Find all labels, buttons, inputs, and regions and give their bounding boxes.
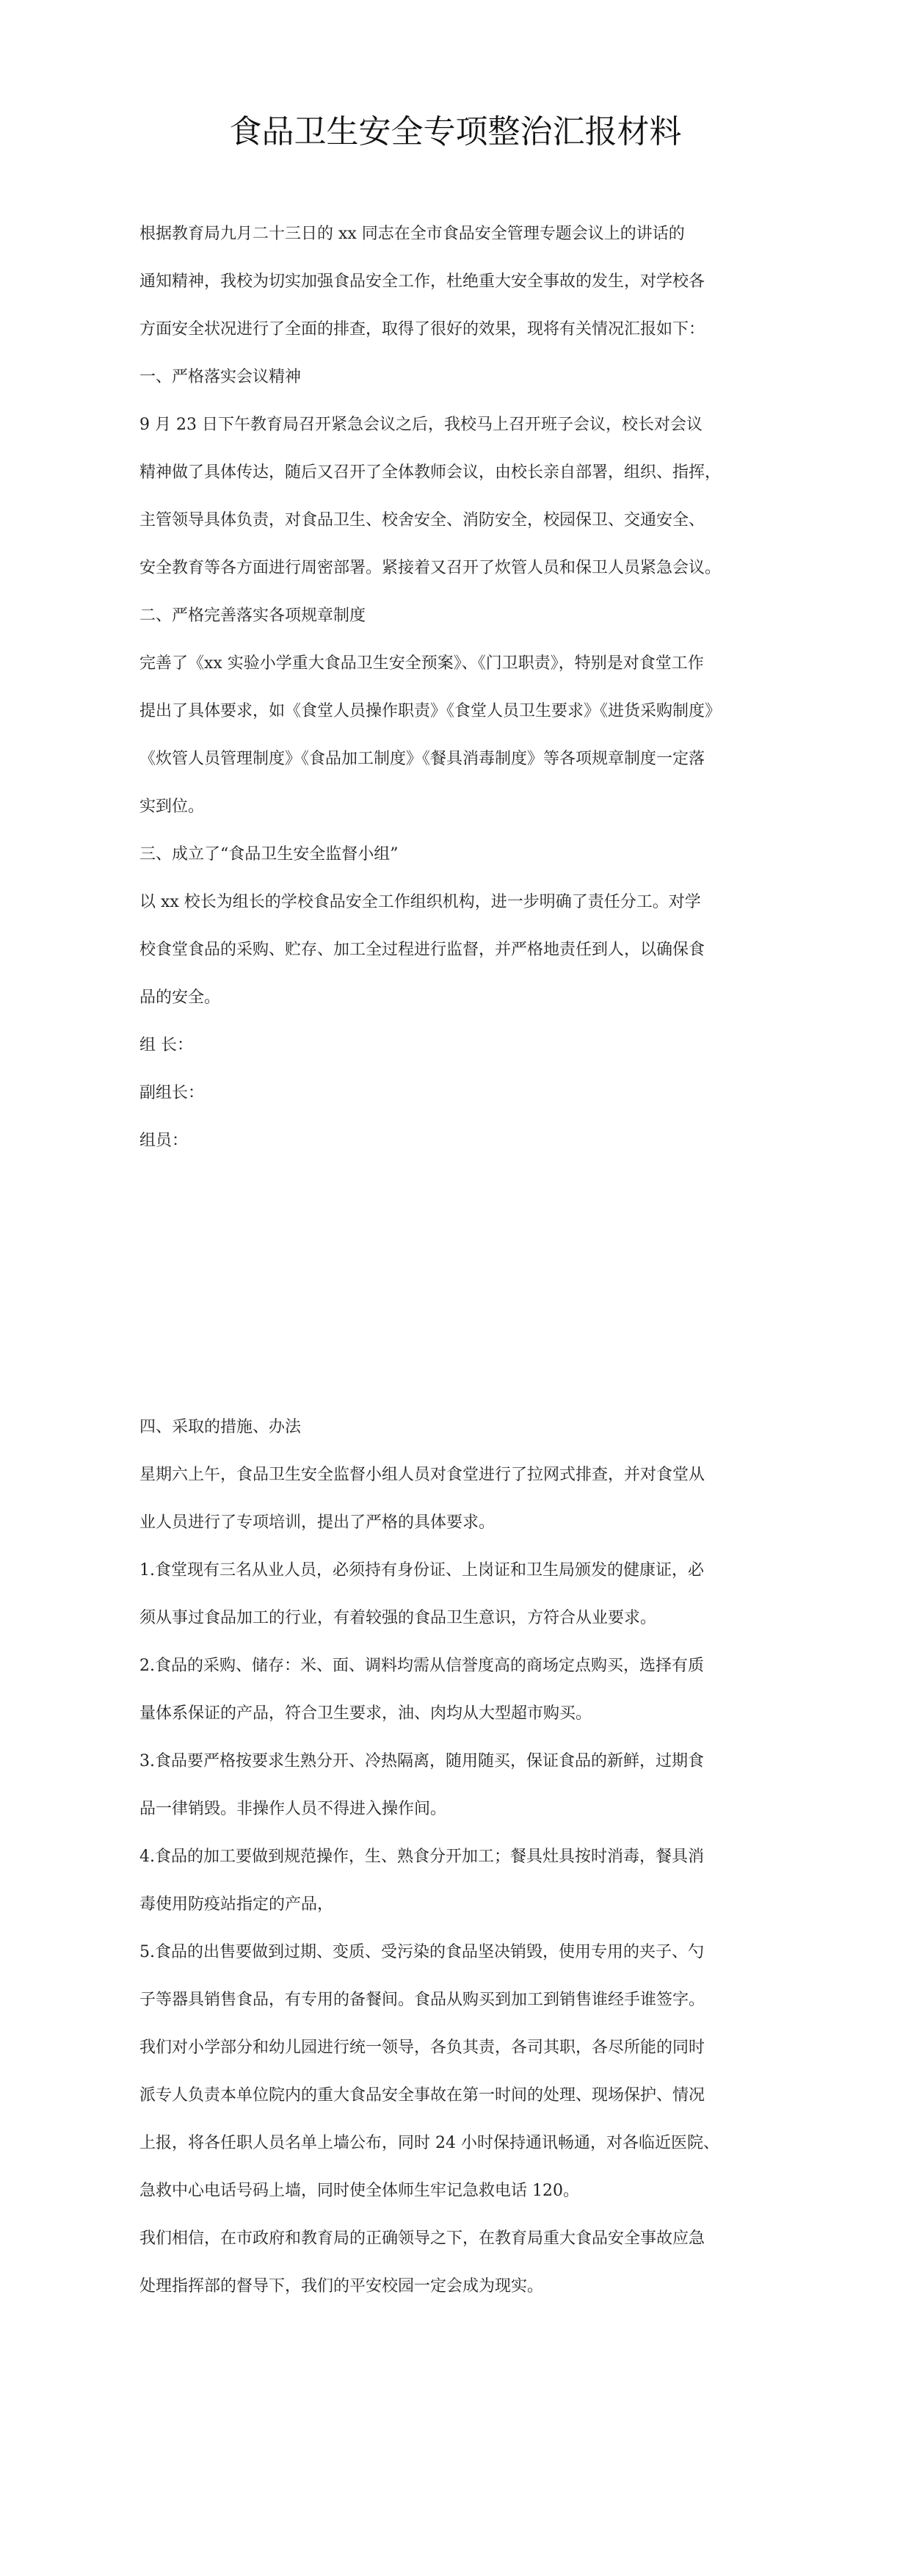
paragraph-line: 星期六上午，食品卫生安全监督小组人员对食堂进行了拉网式排查，并对食堂从 [139,1466,705,1484]
team-members-label: 组员： [139,1132,189,1150]
section-heading-3: 三、成立了“食品卫生安全监督小组” [139,845,399,864]
section-heading-1: 一、严格落实会议精神 [139,368,302,386]
list-item-line: 品一律销毁。非操作人员不得进入操作间。 [139,1800,447,1818]
paragraph-line: 急救中心电话号码上墙，同时使全体师生牢记急救电话 120。 [139,2182,579,2200]
section-heading-4: 四、采取的措施、办法 [139,1418,302,1436]
paragraph-line: 实到位。 [139,797,205,816]
document-title: 食品卫生安全专项整治汇报材料 [229,113,682,151]
paragraph-line: 通知精神，我校为切实加强食品安全工作，杜绝重大安全事故的发生，对学校各 [139,272,705,291]
list-item-line: 3.食品要严格按要求生熟分开、冷热隔离，随用随买，保证食品的新鲜，过期食 [139,1752,704,1770]
list-item-line: 毒使用防疫站指定的产品， [139,1895,334,1914]
paragraph-line: 主管领导具体负责，对食品卫生、校舍安全、消防安全，校园保卫、交通安全、 [139,511,705,529]
list-item-line: 量体系保证的产品，符合卫生要求，油、肉均从大型超市购买。 [139,1704,592,1723]
deputy-leader-label: 副组长： [139,1084,205,1102]
paragraph-line: 提出了具体要求，如《食堂人员操作职责》《食堂人员卫生要求》《进货采购制度》 [139,702,722,720]
paragraph-line: 校食堂食品的采购、贮存、加工全过程进行监督，并严格地责任到人，以确保食 [139,941,705,959]
list-item-line: 5.食品的出售要做到过期、变质、受污染的食品坚决销毁，使用专用的夹子、勺 [139,1943,704,1961]
section-heading-2: 二、严格完善落实各项规章制度 [139,607,366,625]
paragraph-line: 我们对小学部分和幼儿园进行统一领导，各负其责，各司其职，各尽所能的同时 [139,2038,705,2057]
list-item-line: 子等器具销售食品，有专用的备餐间。食品从购买到加工到销售谁经手谁签字。 [139,1991,705,2009]
paragraph-line: 品的安全。 [139,988,221,1007]
paragraph-line: 处理指挥部的督导下，我们的平安校园一定会成为现实。 [139,2277,544,2295]
paragraph-line: 我们相信，在市政府和教育局的正确领导之下，在教育局重大食品安全事故应急 [139,2229,705,2248]
paragraph-line: 派专人负责本单位院内的重大食品安全事故在第一时间的处理、现场保护、情况 [139,2086,705,2105]
blank-space [139,1165,785,1403]
list-item-line: 须从事过食品加工的行业，有着较强的食品卫生意识，方符合从业要求。 [139,1609,657,1627]
list-item-line: 2.食品的采购、储存：米、面、调料均需从信誉度高的商场定点购买，选择有质 [139,1657,704,1675]
paragraph-line: 业人员进行了专项培训，提出了严格的具体要求。 [139,1513,496,1532]
paragraph-line: 完善了《xx 实验小学重大食品卫生安全预案》、《门卫职责》，特别是对食堂工作 [139,654,704,673]
paragraph-line: 以 xx 校长为组长的学校食品安全工作组织机构，进一步明确了责任分工。对学 [139,893,701,911]
document-body [139,210,785,2310]
list-item-line: 4.食品的加工要做到规范操作，生、熟食分开加工；餐具灶具按时消毒，餐具消 [139,1848,704,1866]
paragraph-line: 《炊管人员管理制度》《食品加工制度》《餐具消毒制度》等各项规章制度一定落 [139,750,705,768]
paragraph-line: 安全教育等各方面进行周密部署。紧接着又召开了炊管人员和保卫人员紧急会议。 [139,559,722,577]
paragraph-line: 上报，将各任职人员名单上墙公布，同时 24 小时保持通讯畅通，对各临近医院、 [139,2134,719,2152]
paragraph-line: 根据教育局九月二十三日的 xx 同志在全市食品安全管理专题会议上的讲话的 [139,225,685,243]
team-leader-label: 组 长： [139,1036,193,1054]
paragraph-line: 9 月 23 日下午教育局召开紧急会议之后，我校马上召开班子会议，校长对会议 [139,416,703,434]
list-item-line: 1.食堂现有三名从业人员，必须持有身份证、上岗证和卫生局颁发的健康证，必 [139,1561,704,1580]
paragraph-line: 精神做了具体传达，随后又召开了全体教师会议，由校长亲自部署，组织、指挥， [139,463,722,482]
paragraph-line: 方面安全状况进行了全面的排查，取得了很好的效果，现将有关情况汇报如下： [139,320,705,339]
